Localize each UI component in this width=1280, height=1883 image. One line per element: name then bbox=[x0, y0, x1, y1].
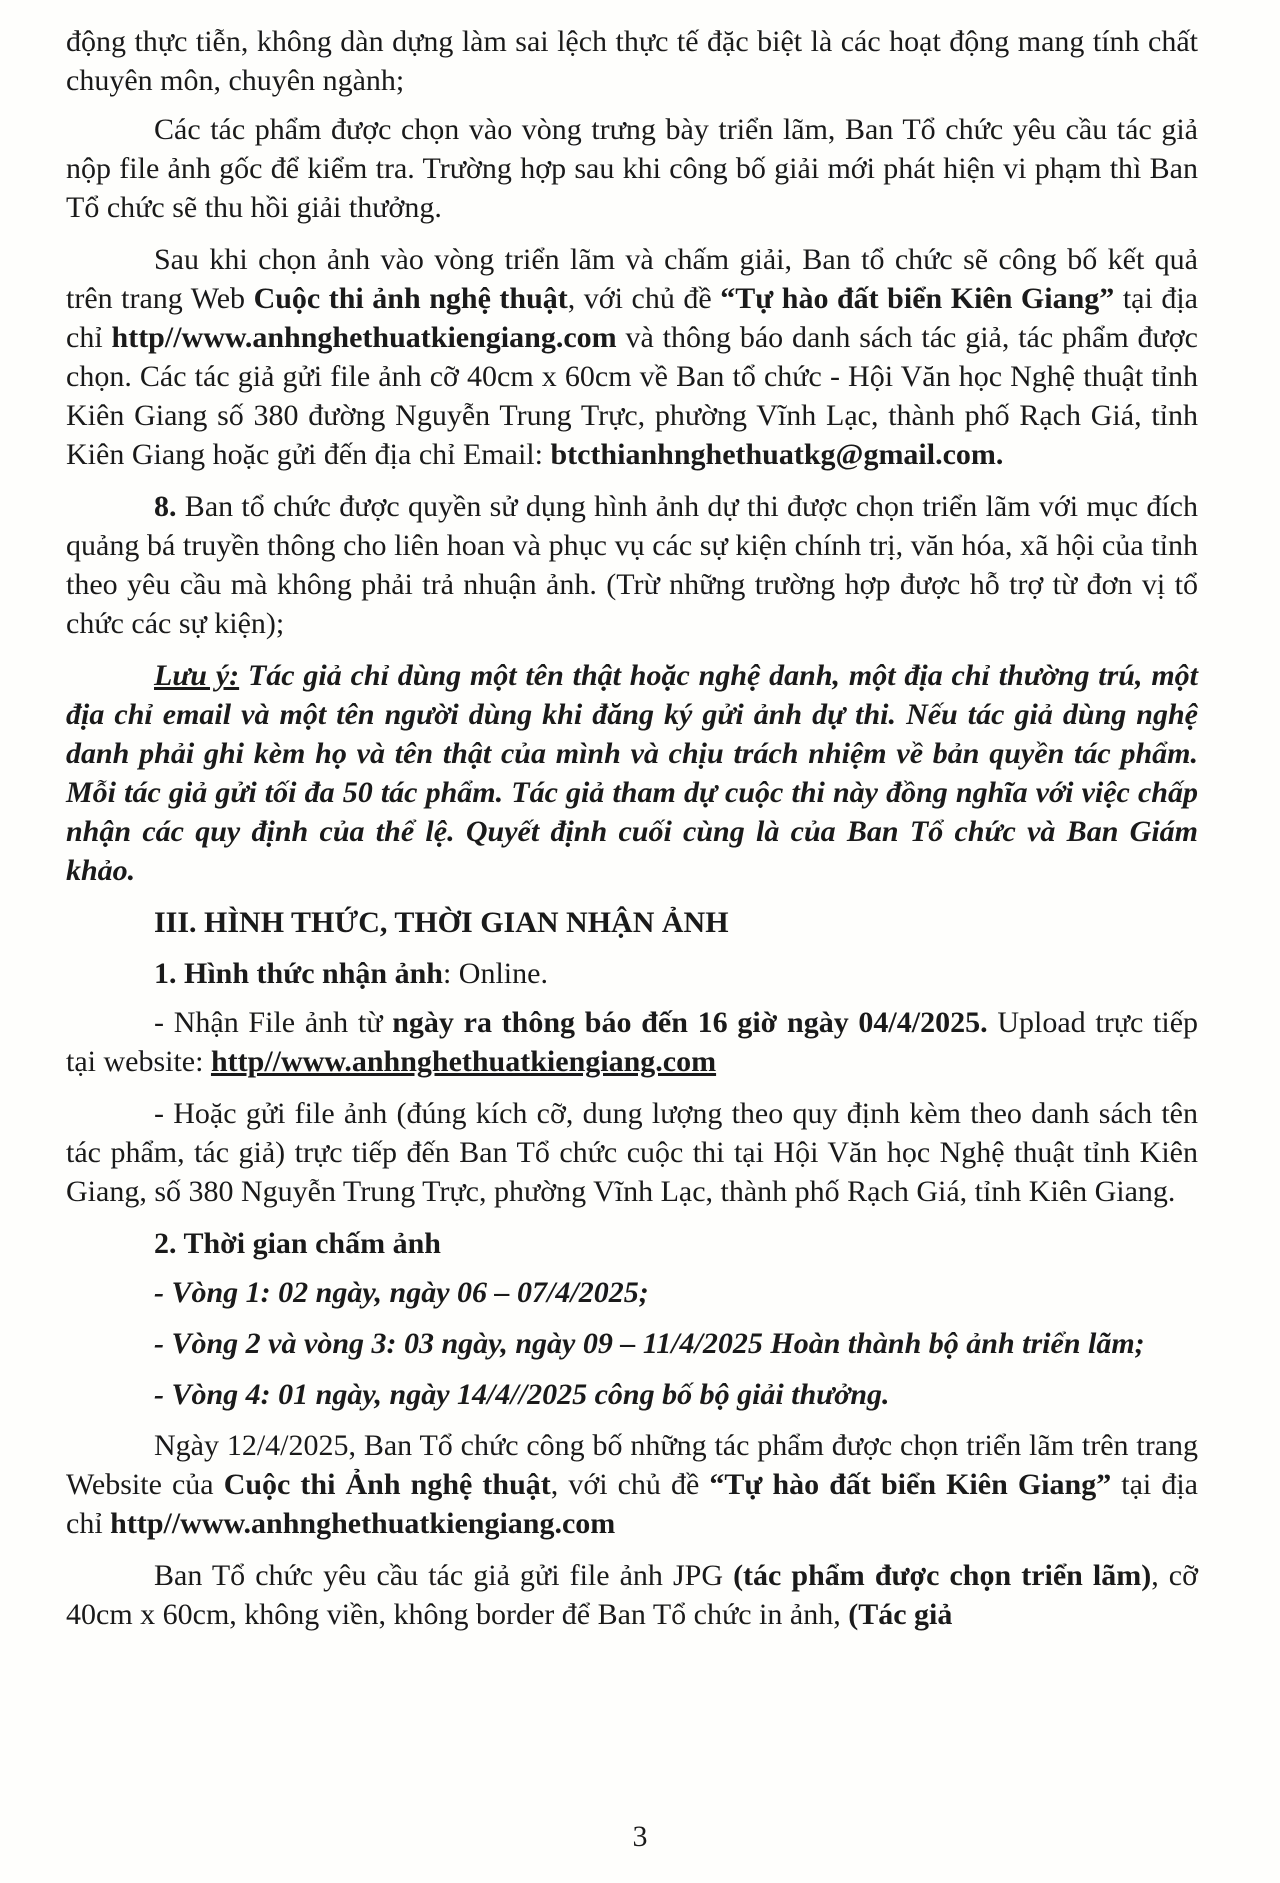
paragraph-note bbox=[66, 656, 1198, 890]
paragraph-upload-online: - Nhận File ảnh từ ngày ra thông báo đến 16 giờ ngày 04/4/2025. Upload trực tiếp tại website: http//www.anhnghethuatkiengiang.com bbox=[66, 1006, 1199, 1078]
page-number: 3 bbox=[632, 1820, 648, 1853]
round-1-schedule: - Vòng 1: 02 ngày, ngày 06 – 07/4/2025; bbox=[154, 1276, 649, 1309]
paragraph-image-usage-rights: 8. Ban tổ chức được quyền sử dụng hình ảnh dự thi được chọn triển lãm với mục đích quảng bá truyền thông cho liên hoan và phục vụ các sự kiện chính trị, văn hóa, xã hội của tỉnh theo yêu cầu mà không phải trả nhuận ảnh. (Trừ những trường hợp được hỗ trợ từ đơn vị tổ chức các sự kiện); bbox=[66, 490, 1198, 640]
note-label: Lưu ý: bbox=[154, 659, 240, 692]
round-4-schedule: - Vòng 4: 01 ngày, ngày 14/4//2025 công bố bộ giải thưởng. bbox=[154, 1378, 890, 1411]
contest-name: Cuộc thi ảnh nghệ thuật bbox=[253, 282, 568, 315]
contest-theme-2: “Tự hào đất biển Kiên Giang” bbox=[709, 1468, 1112, 1501]
contest-theme: “Tự hào đất biển Kiên Giang” bbox=[720, 282, 1115, 315]
paragraph-activity-continuation: động thực tiễn, không dàn dựng làm sai lệch thực tế đặc biệt là các hoạt động mang tính chất chuyên môn, chuyên ngành; bbox=[66, 25, 1198, 97]
paragraph-submission-form: 1. Hình thức nhận ảnh: Online. bbox=[154, 957, 548, 990]
contest-website-2: http//www.anhnghethuatkiengiang.com bbox=[110, 1507, 616, 1540]
upload-website-link[interactable]: http//www.anhnghethuatkiengiang.com bbox=[210, 1045, 717, 1078]
paragraph-exhibition-announcement: Ngày 12/4/2025, Ban Tổ chức công bố những tác phẩm được chọn triển lãm trên trang Website của Cuộc thi Ảnh nghệ thuật, với chủ đề “Tự hào đất biển Kiên Giang” tại địa chỉ http//www.anhnghethuatkiengiang.com bbox=[66, 1429, 1198, 1540]
submission-form-label: 1. Hình thức nhận ảnh bbox=[154, 957, 443, 990]
item-number-8: 8. bbox=[154, 490, 177, 523]
paragraph-results-announcement: Sau khi chọn ảnh vào vòng triển lãm và chấm giải, Ban tổ chức sẽ công bố kết quả trên trang Web Cuộc thi ảnh nghệ thuật, với chủ đề “Tự hào đất biển Kiên Giang” tại địa chỉ http//www.anhnghethuatkiengiang.com và thông báo danh sách tác giả, tác phẩm được chọn. Các tác giả gửi file ảnh cỡ 40cm x 60cm về Ban tổ chức - Hội Văn học Nghệ thuật tỉnh Kiên Giang số 380 đường Nguyễn Trung Trực, phường Vĩnh Lạc, thành phố Rạch Giá, tỉnh Kiên Giang hoặc gửi đến địa chỉ Email: btcthianhnghethuatkg@gmail.com. bbox=[66, 243, 1198, 471]
author-note-start: (Tác giả bbox=[848, 1598, 953, 1631]
round-2-3-schedule: - Vòng 2 và vòng 3: 03 ngày, ngày 09 – 11/4/2025 Hoàn thành bộ ảnh triển lãm; bbox=[154, 1327, 1145, 1360]
paragraph-judging-time-heading bbox=[66, 1224, 1198, 1263]
upload-deadline: ngày ra thông báo đến 16 giờ ngày 04/4/2025. bbox=[392, 1006, 988, 1039]
paragraph-original-file-check: Các tác phẩm được chọn vào vòng trưng bày triển lãm, Ban Tổ chức yêu cầu tác giả nộp file ảnh gốc để kiểm tra. Trường hợp sau khi công bố giải mới phát hiện vi phạm thì Ban Tổ chức sẽ thu hồi giải thưởng. bbox=[66, 113, 1198, 224]
contest-website: http//www.anhnghethuatkiengiang.com bbox=[111, 321, 617, 354]
paragraph-file-request: Ban Tổ chức yêu cầu tác giả gửi file ảnh JPG (tác phẩm được chọn triển lãm), cỡ 40cm x 60cm, không viền, không border để Ban Tổ chức in ảnh, (Tác giả bbox=[66, 1559, 1198, 1631]
contest-name-2: Cuộc thi Ảnh nghệ thuật bbox=[223, 1468, 551, 1501]
selected-works-note: (tác phẩm được chọn triển lãm) bbox=[733, 1559, 1152, 1592]
section-heading-3: III. HÌNH THỨC, THỜI GIAN NHẬN ẢNH bbox=[154, 906, 729, 939]
note-text: Tác giả chỉ dùng một tên thật hoặc nghệ danh, một địa chỉ thường trú, một địa chỉ email và một tên người dùng khi đăng ký gửi ảnh dự thi. Nếu tác giả dùng nghệ danh phải ghi kèm họ và tên thật của mình và chịu trách nhiệm về bản quyền tác phẩm. Mỗi tác giả gửi tối đa 50 tác phẩm. Tác giả tham dự cuộc thi này đồng nghĩa với việc chấp nhận các quy định của thể lệ. Quyết định cuối cùng là của Ban Tổ chức và Ban Giám khảo. bbox=[66, 659, 1198, 887]
contest-email: btcthianhnghethuatkg@gmail.com. bbox=[550, 438, 1004, 471]
judging-time-label: 2. Thời gian chấm ảnh bbox=[154, 1227, 441, 1260]
paragraph-offline-submission: - Hoặc gửi file ảnh (đúng kích cỡ, dung lượng theo quy định kèm theo danh sách tên tác phẩm, tác giả) trực tiếp đến Ban Tổ chức cuộc thi tại Hội Văn học Nghệ thuật tỉnh Kiên Giang, số 380 Nguyễn Trung Trực, phường Vĩnh Lạc, thành phố Rạch Giá, tỉnh Kiên Giang. bbox=[66, 1097, 1198, 1208]
